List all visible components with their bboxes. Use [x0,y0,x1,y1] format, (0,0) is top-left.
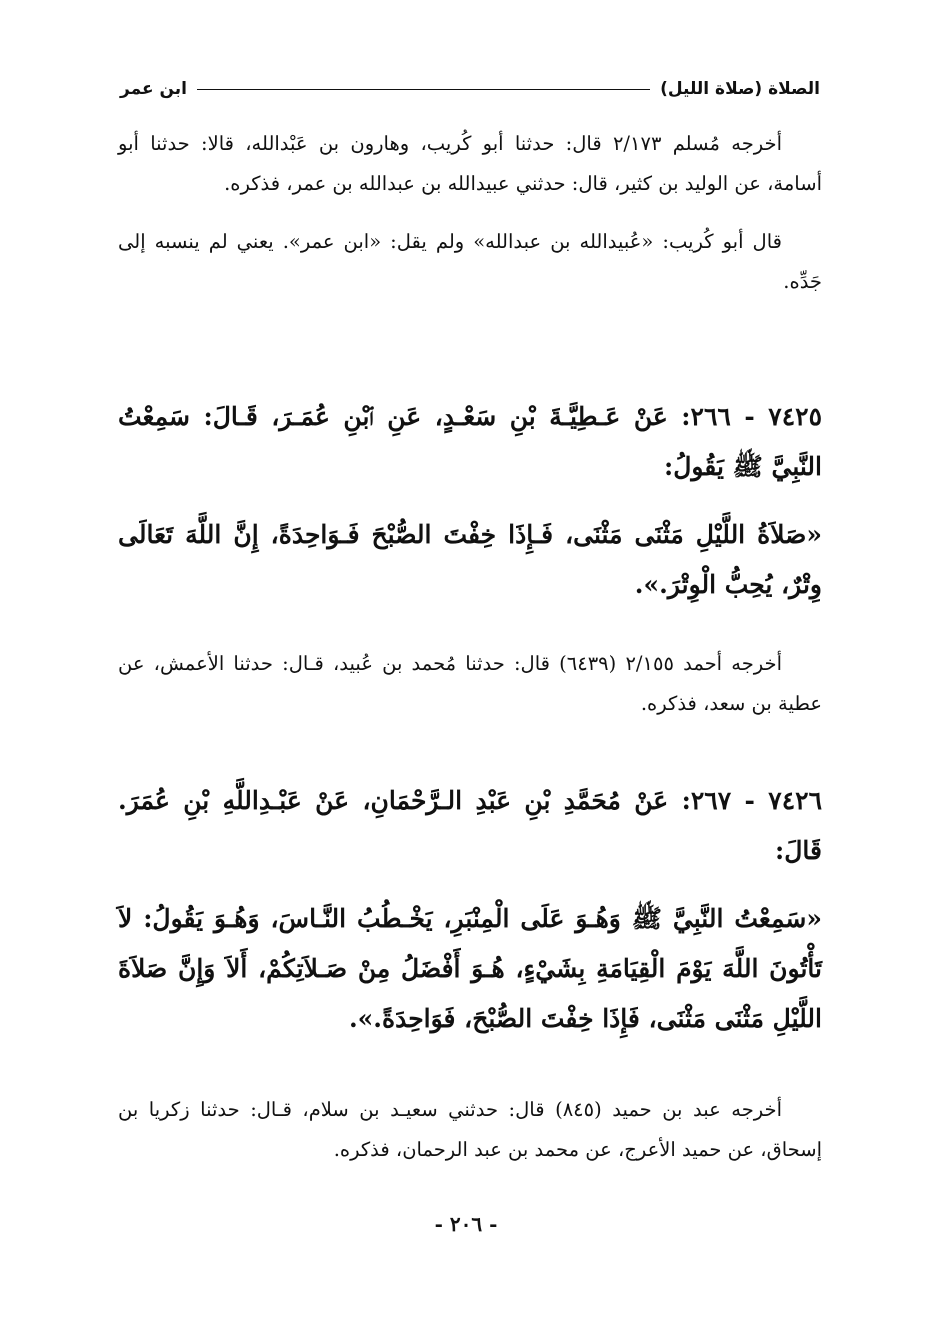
header-rule [197,89,650,90]
hadith-heading: ٧٤٢٥ - ٢٦٦: عَنْ عَـطِيَّـةَ بْنِ سَعْـدٍ، عَنِ ٱبْنِ عُمَـرَ، قَـالَ: سَمِعْتُ النَّبِيَّ ﷺ يَقُولُ: [118,402,822,481]
note-paragraph: أخرجه عبد بن حميد (٨٤٥) قال: حدثني سعيـد بن سلام، قـال: حدثنا زكريا بن إسحاق، عن حميد الأعرج، عن محمد بن عبد الرحمان، فذكره. [118,1098,822,1161]
running-header [120,74,820,104]
hadith-text: «صَلاَةُ اللَّيْلِ مَثْنَى مَثْنَى، فَـإِذَا خِفْتَ الصُّبْحَ فَـوَاحِدَةً، إِنَّ اللَّهَ تَعَالَى وِتْرٌ، يُحِبُّ الْوِتْرَ.». [118,520,822,599]
takhrij-note-muslim [118,124,822,302]
hadith-text: «سَمِعْتُ النَّبِيَّ ﷺ وَهُـوَ عَلَى الْمِنْبَرِ، يَخْـطُبُ النَّـاسَ، وَهُـوَ يَقُولُ: لاَ تَأْتُونَ اللَّهَ يَوْمَ الْقِيَامَةِ بِشَيْءٍ، هُـوَ أَفْضَلُ مِنْ صَـلاَتِكُمْ، أَلاَ وَإِنَّ صَلاَةَ اللَّيْلِ مَثْنَى مَثْنَى، فَإِذَا خِفْتَ الصُّبْحَ، فَوَاحِدَةً.». [118,904,822,1033]
section-title: الصلاة (صلاة الليل) [660,79,820,99]
takhrij-note-abd-ibn-humaid [118,1090,822,1170]
hadith-7425 [118,392,822,610]
note-paragraph: أخرجه مُسلم ٢/١٧٣ قال: حدثنا أبو كُريب، وهارون بن عَبْدالله، قالا: حدثنا أبو أسامة، عن الوليد بن كثير، قال: حدثني عبيدالله بن عبدالله بن عمر، فذكره. [118,132,822,195]
page-number: - ٢٠٦ - [434,1212,498,1236]
narrator-name: ابن عمر [120,79,188,99]
hadith-heading: ٧٤٢٦ - ٢٦٧: عَنْ مُحَمَّدِ بْنِ عَبْدِ الـرَّحْمَانِ، عَنْ عَبْـدِاللَّهِ بْنِ عُمَرَ. قَالَ: [118,786,822,865]
hadith-7426 [118,776,822,1044]
note-paragraph: أخرجه أحمد ٢/١٥٥ (٦٤٣٩) قال: حدثنا مُحمد بن عُبيد، قـال: حدثنا الأعمش، عن عطية بن سعد، فذكره. [118,652,822,715]
note-paragraph: قال أبو كُريب: «عُبيدالله بن عبدالله» ولم يقل: «ابن عمر». يعني لم ينسبه إلى جَدِّه. [118,230,822,293]
takhrij-note-ahmad [118,644,822,724]
